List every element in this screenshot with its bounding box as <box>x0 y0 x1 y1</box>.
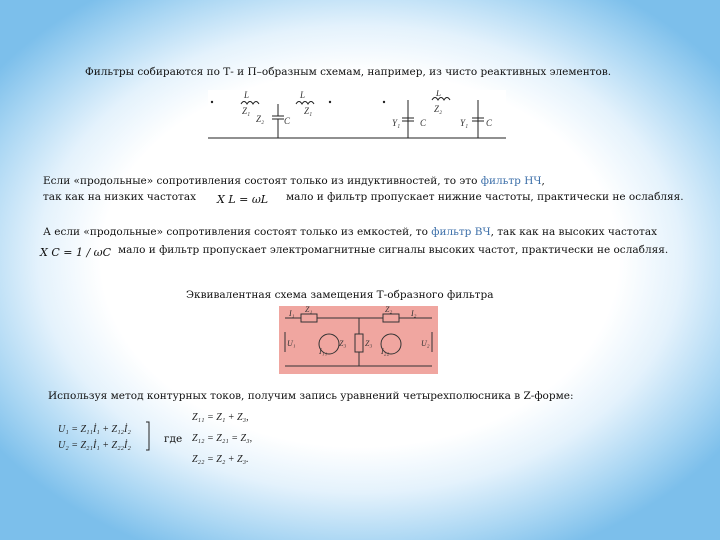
highpass-text: А если «продольные» сопротивления состоят только из емкостей, то <box>43 226 432 238</box>
highpass-suffix: , так как на высоких частотах <box>490 226 658 238</box>
svg-text:L: L <box>436 90 442 98</box>
svg-text:Z₃: Z₃ <box>339 339 347 348</box>
svg-text:C: C <box>486 118 493 128</box>
capacitive-reactance-formula: X C = 1 / ωC <box>40 246 112 259</box>
svg-text:Y₁: Y₁ <box>392 118 401 128</box>
t-equivalent-circuit-figure <box>279 306 438 374</box>
svg-text:I₂: I₂ <box>411 309 417 318</box>
svg-text:C: C <box>284 116 291 126</box>
svg-text:U₁ = Z₁₁İ₁ + Z₁₂İ₂: U₁ = Z₁₁İ₁ + Z₁₂İ₂ <box>58 424 131 435</box>
svg-text:I₂₂: I₂₂ <box>381 347 390 356</box>
where-label: где <box>164 433 183 445</box>
svg-text:Z₁: Z₁ <box>305 306 313 314</box>
svg-text:U₂ = Z₂₁İ₁ + Z₂₂İ₂: U₂ = Z₂₁İ₁ + Z₂₂İ₂ <box>58 440 131 451</box>
svg-text:I₁₁: I₁₁ <box>319 347 328 356</box>
svg-text:U₂: U₂ <box>421 339 430 348</box>
inductive-reactance-formula: X L = ωL <box>217 193 269 206</box>
svg-text:Z₁: Z₁ <box>304 106 313 116</box>
equivalent-circuit-caption: Эквивалентная схема замещения Т-образного фильтра <box>186 289 494 301</box>
circuit-diagram <box>208 90 506 152</box>
lowpass-filter-link[interactable]: фильтр НЧ <box>480 175 542 187</box>
lowpass-text: Если «продольные» сопротивления состоят только из индуктивностей, то это <box>43 175 481 187</box>
svg-text:Z₁: Z₁ <box>242 106 251 116</box>
svg-text:U₁: U₁ <box>287 339 296 348</box>
lowpass-line-2-end: мало и фильтр пропускает нижние частоты, практически не ослабляя. <box>286 191 684 203</box>
equivalent-circuit-diagram <box>279 306 438 374</box>
svg-text:Z₂: Z₂ <box>385 306 393 314</box>
lowpass-line-2-start: так как на низких частотах <box>43 191 197 203</box>
highpass-line-2-end: мало и фильтр пропускает электромагнитные сигналы высоких частот, практически не ослабляя. <box>118 244 669 256</box>
contour-method-text: Используя метод контурных токов, получим запись уравнений четырехполюсника в Z-форме: <box>48 390 574 402</box>
t-pi-circuits-figure <box>208 90 506 152</box>
svg-text:C: C <box>420 118 427 128</box>
intro-text: Фильтры собираются по Т- и П–образным схемам, например, из чисто реактивных элементов. <box>85 66 612 78</box>
highpass-filter-link[interactable]: фильтр ВЧ <box>431 226 491 238</box>
svg-text:Y₁: Y₁ <box>460 118 469 128</box>
svg-text:Z₂: Z₂ <box>434 104 443 114</box>
svg-text:L: L <box>300 90 306 100</box>
svg-text:Z₂: Z₂ <box>256 114 265 124</box>
highpass-line-1 <box>43 226 657 239</box>
lowpass-line-1 <box>43 175 545 188</box>
svg-text:I₁: I₁ <box>289 309 295 318</box>
svg-text:Z₂₂ = Z₂ + Z₃.: Z₂₂ = Z₂ + Z₃. <box>192 454 249 465</box>
svg-text:L: L <box>244 90 250 100</box>
svg-text:Z₁₁ = Z₁ + Z₃,: Z₁₁ = Z₁ + Z₃, <box>192 412 249 423</box>
lowpass-punct: , <box>541 175 545 187</box>
svg-text:Z₁₂ = Z₂₁ = Z₃,: Z₁₂ = Z₂₁ = Z₃, <box>192 433 253 444</box>
svg-text:Z₃: Z₃ <box>365 339 373 348</box>
